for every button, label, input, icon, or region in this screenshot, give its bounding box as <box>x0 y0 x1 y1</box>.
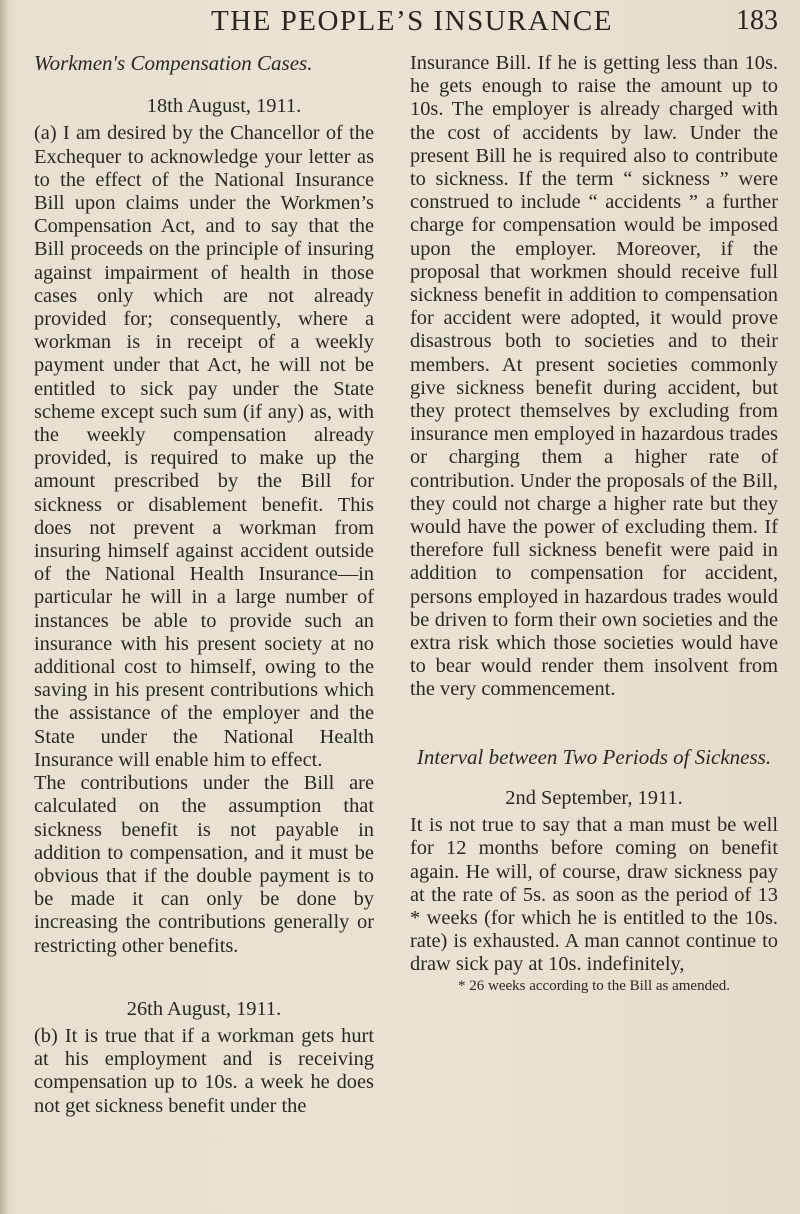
letter-date-c: 2nd September, 1911. <box>505 786 683 809</box>
paragraph-b: (b) It is true that if a workman gets hurt at his employment and is receiving compensation up to 10s. a week he does not get sickness benefit under the <box>34 1024 374 1117</box>
page-left-edge <box>0 0 8 1214</box>
left-column <box>34 52 374 1118</box>
section-heading-interval: Interval between Two Periods of Sickness. <box>416 744 772 769</box>
right-column <box>410 52 778 1010</box>
running-title: THE PEOPLE’S INSURANCE <box>211 5 613 37</box>
footnote: * 26 weeks according to the Bill as amended. <box>457 977 730 994</box>
page-number: 183 <box>736 5 778 36</box>
letter-date-a: 18th August, 1911. <box>146 95 302 118</box>
running-head <box>0 2 800 42</box>
letter-date-b: 26th August, 1911. <box>126 997 282 1020</box>
paragraph-a: (a) I am desired by the Chancellor of the Exchequer to acknowledge your letter as to the effect of the National Insurance Bill upon claims under the Workmen’s Compensation Act, and to say that the Bill proceeds on the principle of insuring against impairment of health in those cases only which are not already provided for; consequently, where a workman is in receipt of a weekly payment under that Act, he will not be entitled to sick pay under the State scheme except such sum (if any) as, with the weekly compensation already provided, is required to make up the amount prescribed by the Bill for sickness or disablement benefit. This does not prevent a workman from insuring himself against accident outside of the National Health Insurance—in particular he will in a large number of instances be able to provide such an insurance with his present society at no additional cost to himself, owing to the saving in his present contributions which the assistance of the employer and the State under the National Health Insurance will enable him to effect. <box>34 122 374 771</box>
spacer <box>410 702 778 746</box>
spacer <box>410 769 778 787</box>
section-heading-workmens-compensation: Workmen's Compensation Cases. <box>34 51 313 75</box>
paragraph-c: It is not true to say that a man must be well for 12 months before coming on benefit again. He will, of course, draw sickness pay at the rate of 5s. as soon as the period of 13 * weeks (for which he is entitled to the 10s. rate) is exhausted. A man cannot continue to draw sick pay at 10s. indefinitely, <box>410 814 778 976</box>
spacer <box>34 958 374 998</box>
paragraph-a-continued: The contributions under the Bill are calculated on the assumption that sickness benefit is not payable in addition to compensation, and it must be obvious that if the double payment is to be made it can only be done by increasing the contributions generally or restricting other benefits. <box>34 772 374 957</box>
paragraph-b-continued: Insurance Bill. If he is getting less than 10s. he gets enough to raise the amount up to 10s. The employer is already charged with the cost of accidents by law. Under the present Bill he is required also to contribute to sickness. If the term “ sickness ” were construed to include “ accidents ” a further charge for compensation would be imposed upon the employer. Moreover, if the proposal that workmen should receive full sickness benefit in addition to compensation for accident were adopted, it would prove disastrous both to societies and to their members. At present societies commonly give sickness benefit during accident, but they protect themselves by excluding from insurance men employed in hazardous trades or charging them a higher rate of contribution. Under the proposals of the Bill, they could not charge a higher rate but they would have the power of excluding them. If therefore full sickness benefit were paid in addition to compensation for accident, persons employed in hazardous trades would be driven to form their own societies and the extra risk which those societies would have to bear would render them insolvent from the very commencement. <box>410 52 778 701</box>
